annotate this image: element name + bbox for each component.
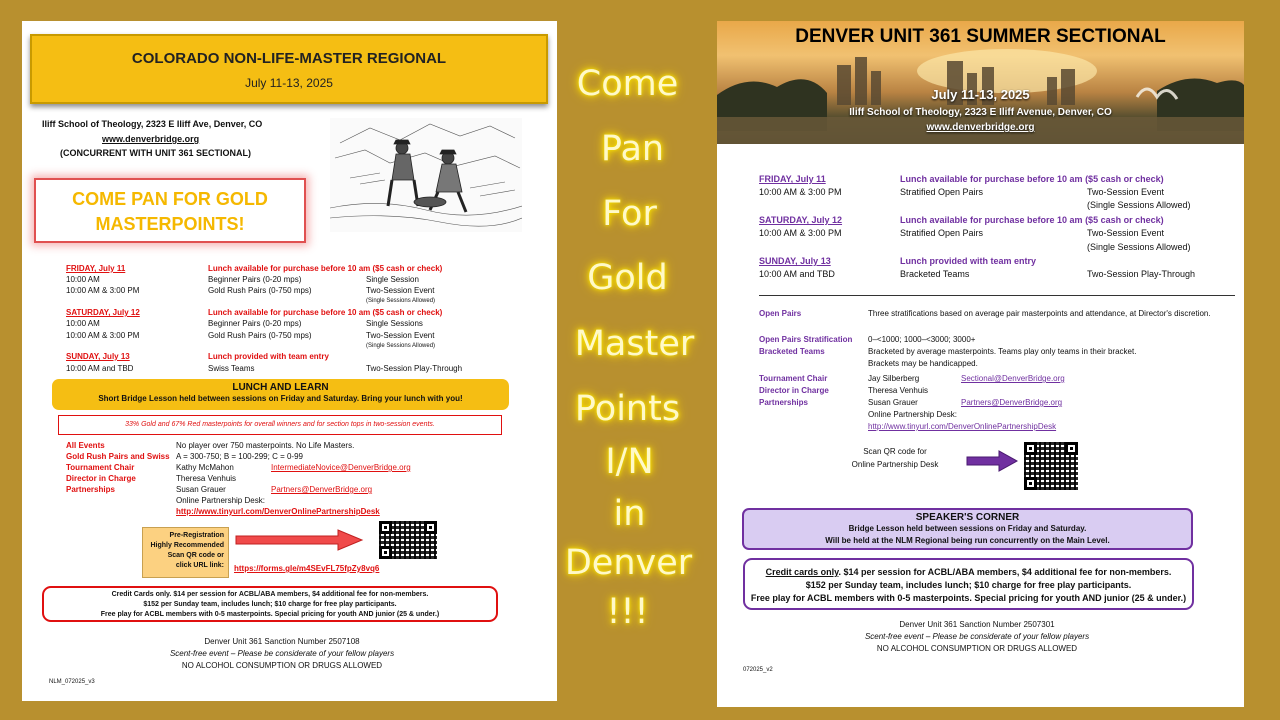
- saturday-row-1-time: 10:00 AM: [66, 319, 100, 328]
- slogan-word-5: Master: [574, 324, 695, 364]
- r-friday-note: (Single Sessions Allowed): [1087, 200, 1191, 210]
- r-info-chair-label: Tournament Chair: [759, 374, 828, 383]
- friday-row-2-note: (Single Sessions Allowed): [366, 298, 436, 304]
- slogan-word-4: Gold: [587, 258, 668, 298]
- speakers-corner-title: SPEAKER'S CORNER: [915, 512, 1020, 523]
- r-scent-free-note: Scent-free event – Please be considerate of your fellow players: [864, 632, 1090, 641]
- speakers-corner-line-2: Will be held at the NLM Regional being run concurrently on the Main Level.: [825, 536, 1110, 545]
- sunday-row-1-format: Two-Session Play-Through: [366, 364, 463, 373]
- concurrent-note: (CONCURRENT WITH UNIT 361 SECTIONAL): [60, 148, 251, 158]
- saturday-row-2-format: Two-Session Event: [366, 331, 435, 340]
- r-saturday-day-label: SATURDAY, July 12: [759, 215, 843, 225]
- r-pricing-line-3: Free play for ACBL members with 0-5 masterpoints. Special pricing for youth AND junior (25 & under.): [750, 593, 1187, 603]
- info-label-partnerships: Partnerships: [66, 485, 115, 494]
- sectional-address: Iliff School of Theology, 2323 E Iliff Avenue, Denver, CO: [849, 107, 1112, 118]
- friday-day-label: FRIDAY, July 11: [66, 264, 126, 273]
- pre-registration-box: [142, 527, 229, 578]
- r-friday-lunch-note: Lunch available for purchase before 10 am ($5 cash or check): [900, 174, 1164, 184]
- qr-caption-line-1: Scan QR code for: [863, 447, 927, 456]
- prereg-line-4: click URL link:: [175, 562, 224, 569]
- gold-miners-illustration: [330, 118, 522, 232]
- friday-row-1-format: Single Session: [366, 275, 419, 284]
- nlm-regional-flyer: [22, 21, 557, 701]
- lunch-and-learn-banner: [52, 379, 509, 410]
- prereg-qr-code[interactable]: [379, 521, 437, 559]
- sanction-number: Denver Unit 361 Sanction Number 2507108: [204, 637, 360, 646]
- come-pan-line-2: MASTERPOINTS!: [95, 214, 245, 234]
- regional-dates: July 11-13, 2025: [245, 76, 333, 90]
- r-info-bracketed-text-2: Brackets may be handicapped.: [868, 359, 978, 368]
- info-value-partnerships: Susan Grauer: [176, 485, 226, 494]
- r-friday-day-label: FRIDAY, July 11: [759, 174, 826, 184]
- r-sunday-event: Bracketed Teams: [900, 269, 970, 279]
- r-saturday-event: Stratified Open Pairs: [900, 228, 984, 238]
- r-info-open-pairs-label: Open Pairs: [759, 309, 802, 318]
- r-sunday-format: Two-Session Play-Through: [1087, 269, 1196, 279]
- pricing-line-1: Credit Cards only. $14 per session for ACBL/ABA members, $4 additional fee for non-members.: [111, 591, 429, 598]
- sunday-row-1-time: 10:00 AM and TBD: [66, 364, 134, 373]
- r-partners-email-link[interactable]: Partners@DenverBridge.org: [961, 398, 1063, 407]
- r-saturday-time: 10:00 AM & 3:00 PM: [759, 228, 842, 238]
- info-value-all-events: No player over 750 masterpoints. No Life Masters.: [176, 441, 355, 450]
- regional-title: COLORADO NON-LIFE-MASTER REGIONAL: [131, 50, 447, 67]
- gold-red-masterpoints-note: 33% Gold and 67% Red masterpoints for overall winners and for section tops in two-session events.: [58, 415, 502, 435]
- r-pricing-box: [743, 558, 1194, 610]
- r-sunday-time: 10:00 AM and TBD: [759, 269, 835, 279]
- section-divider: [759, 295, 1235, 296]
- sunday-row-1-event: Swiss Teams: [208, 364, 255, 373]
- friday-row-2-format: Two-Session Event: [366, 286, 435, 295]
- saturday-row-1-event: Beginner Pairs (0-20 mps): [208, 319, 302, 328]
- saturday-row-2-note: (Single Sessions Allowed): [366, 343, 436, 349]
- slogan-word-10: !!!: [606, 592, 649, 632]
- flyer-version: NLM_072025_v3: [49, 679, 95, 685]
- sectional-title: DENVER UNIT 361 SUMMER SECTIONAL: [795, 26, 1166, 47]
- r-saturday-note: (Single Sessions Allowed): [1087, 242, 1191, 252]
- friday-row-2-time: 10:00 AM & 3:00 PM: [66, 286, 140, 295]
- info-value-director: Theresa Venhuis: [176, 474, 237, 483]
- slogan-word-7: I/N: [605, 442, 654, 482]
- prereg-line-1: Pre-Registration: [169, 532, 224, 539]
- right-arrow-icon: [965, 449, 1019, 473]
- friday-row-1-time: 10:00 AM: [66, 275, 100, 284]
- sunday-lunch-note: Lunch provided with team entry: [208, 352, 329, 361]
- r-info-partnerships-label: Partnerships: [759, 398, 808, 407]
- r-friday-format: Two-Session Event: [1087, 187, 1165, 197]
- saturday-day-label: SATURDAY, July 12: [66, 308, 140, 317]
- qr-caption-line-2: Online Partnership Desk: [851, 460, 939, 469]
- chair-email-link[interactable]: IntermediateNovice@DenverBridge.org: [271, 463, 411, 472]
- r-desk-link[interactable]: http://www.tinyurl.com/DenverOnlinePartnershipDesk: [868, 422, 1057, 431]
- regional-website-link[interactable]: www.denverbridge.org: [102, 134, 200, 144]
- pricing-line-3: Free play for ACBL members with 0-5 masterpoints. Special pricing for youth AND junior (25 & under.): [100, 611, 440, 618]
- no-alcohol-note: NO ALCOHOL CONSUMPTION OR DRUGS ALLOWED: [181, 661, 383, 670]
- r-info-open-pairs-text: Three stratifications based on average pair masterpoints and attendance, at Director's discretion.: [868, 309, 1211, 318]
- prereg-line-3: Scan QR code or: [167, 552, 224, 559]
- r-pricing-line-2: $152 per Sunday team, includes lunch; $10 charge for free play participants.: [805, 580, 1132, 590]
- sectional-dates: July 11-13, 2025: [931, 87, 1030, 102]
- sunday-day-label: SUNDAY, July 13: [66, 352, 130, 361]
- r-sanction-number: Denver Unit 361 Sanction Number 2507301: [899, 620, 1055, 629]
- r-desk-label: Online Partnership Desk:: [868, 410, 957, 419]
- come-pan-line-1: COME PAN FOR GOLD: [72, 189, 268, 209]
- saturday-row-1-format: Single Sessions: [366, 319, 423, 328]
- partnership-desk-label: Online Partnership Desk:: [176, 496, 265, 505]
- info-value-gold-rush: A = 300-750; B = 100-299; C = 0-99: [176, 452, 303, 461]
- denver-skyline-header: [717, 21, 1244, 144]
- pricing-line-2: $152 per Sunday team, includes lunch; $10 charge for free play participants.: [143, 601, 397, 608]
- r-sunday-day-label: SUNDAY, July 13: [759, 256, 831, 266]
- r-info-bracketed-text-1: Bracketed by average masterpoints. Teams play only teams in their bracket.: [868, 347, 1137, 356]
- r-credit-cards-only: Credit cards only: [765, 567, 839, 577]
- r-no-alcohol-note: NO ALCOHOL CONSUMPTION OR DRUGS ALLOWED: [876, 644, 1078, 653]
- info-value-tournament-chair: Kathy McMahon: [176, 463, 234, 472]
- saturday-lunch-note: Lunch available for purchase before 10 am ($5 cash or check): [208, 308, 443, 317]
- prereg-line-2: Highly Recommended: [150, 542, 224, 549]
- regional-address: Iliff School of Theology, 2323 E Iliff Ave, Denver, CO: [42, 119, 263, 129]
- friday-lunch-note: Lunch available for purchase before 10 am ($5 cash or check): [208, 264, 443, 273]
- partnership-desk-link[interactable]: http://www.tinyurl.com/DenverOnlinePartnershipDesk: [176, 507, 380, 516]
- r-chair-email-link[interactable]: Sectional@DenverBridge.org: [961, 374, 1065, 383]
- r-pricing-line-1-rest: . $14 per session for ACBL/ABA members, $4 additional fee for non-members.: [838, 567, 1172, 577]
- r-info-bracketed-label: Bracketed Teams: [759, 347, 825, 356]
- r-info-director-label: Director in Charge: [759, 386, 829, 395]
- r-flyer-version: 072025_v2: [743, 667, 773, 673]
- r-info-strat-text: 0–<1000; 1000–<3000; 3000+: [868, 335, 976, 344]
- saturday-row-2-event: Gold Rush Pairs (0-750 mps): [208, 331, 312, 340]
- regional-title-banner: [30, 34, 548, 104]
- speakers-corner-box: [742, 508, 1193, 550]
- speakers-corner-line-1: Bridge Lesson held between sessions on Friday and Saturday.: [848, 524, 1087, 533]
- partners-email-link[interactable]: Partners@DenverBridge.org: [271, 485, 373, 494]
- r-info-partnerships-name: Susan Grauer: [868, 398, 918, 407]
- r-sunday-lunch-note: Lunch provided with team entry: [900, 256, 1037, 266]
- info-label-all-events: All Events: [66, 441, 105, 450]
- r-friday-time: 10:00 AM & 3:00 PM: [759, 187, 842, 197]
- info-label-gold-rush: Gold Rush Pairs and Swiss: [66, 452, 170, 461]
- unit-361-sectional-flyer: [717, 21, 1244, 707]
- info-label-director: Director in Charge: [66, 474, 136, 483]
- friday-row-2-event: Gold Rush Pairs (0-750 mps): [208, 286, 312, 295]
- r-saturday-lunch-note: Lunch available for purchase before 10 am ($5 cash or check): [900, 215, 1164, 225]
- sectional-website-link[interactable]: www.denverbridge.org: [926, 122, 1035, 133]
- slogan-word-9: Denver: [564, 543, 693, 583]
- info-label-tournament-chair: Tournament Chair: [66, 463, 135, 472]
- right-arrow-icon: [234, 529, 366, 551]
- come-pan-banner: [34, 178, 306, 243]
- partnership-desk-qr-code[interactable]: [1024, 442, 1078, 490]
- scent-free-note: Scent-free event – Please be considerate of your fellow players: [169, 649, 395, 658]
- slogan-word-6: Points: [574, 389, 681, 429]
- lunch-learn-title: LUNCH AND LEARN: [232, 382, 329, 393]
- r-info-strat-label: Open Pairs Stratification: [759, 335, 853, 344]
- r-pricing-line-1: [745, 566, 1192, 579]
- prereg-form-link[interactable]: https://forms.gle/m4SEvFL75fpZy8vq6: [234, 564, 380, 573]
- slogan-word-8: in: [613, 494, 646, 534]
- lunch-learn-text: Short Bridge Lesson held between sessions on Friday and Saturday. Bring your lunch with you!: [98, 394, 463, 403]
- r-info-chair-name: Jay Silberberg: [868, 374, 920, 383]
- slogan-word-1: Come: [576, 64, 679, 104]
- friday-row-1-event: Beginner Pairs (0-20 mps): [208, 275, 302, 284]
- slogan-word-3: For: [602, 194, 657, 234]
- pricing-box: [42, 586, 498, 622]
- saturday-row-2-time: 10:00 AM & 3:00 PM: [66, 331, 140, 340]
- r-info-director-name: Theresa Venhuis: [868, 386, 929, 395]
- r-friday-event: Stratified Open Pairs: [900, 187, 984, 197]
- slogan-word-2: Pan: [600, 129, 665, 169]
- r-saturday-format: Two-Session Event: [1087, 228, 1165, 238]
